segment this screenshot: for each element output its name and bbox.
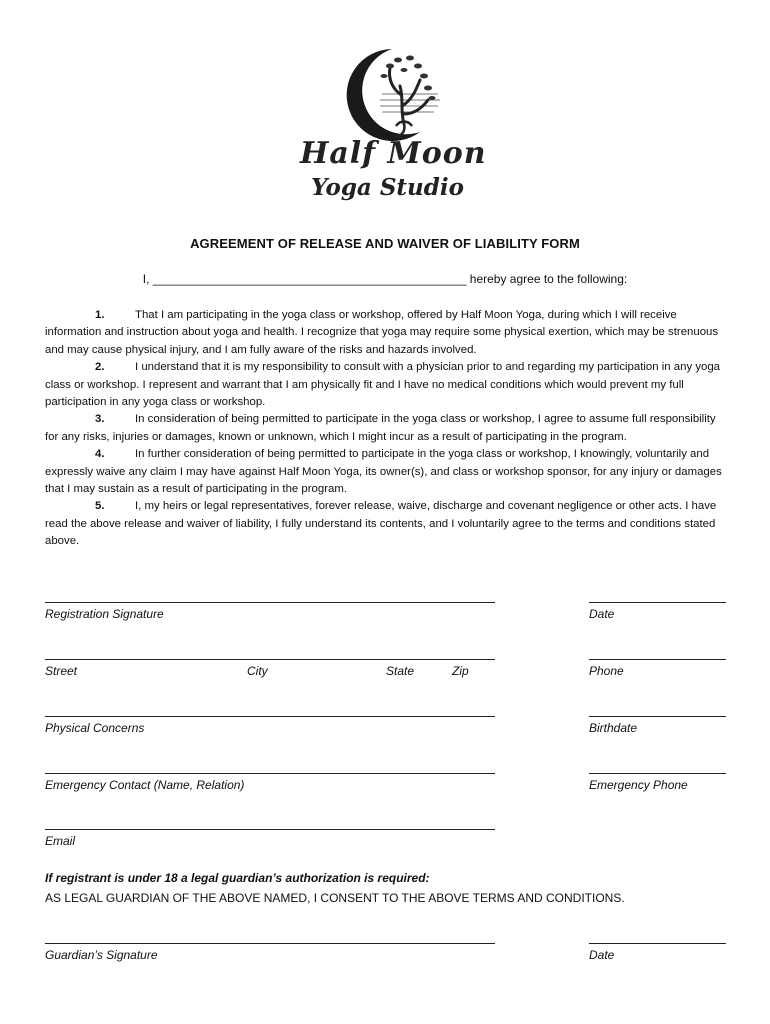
date-label: Date — [589, 607, 615, 621]
clause-number: 4. — [95, 448, 105, 461]
registration-signature-line[interactable] — [45, 602, 495, 603]
clause-1 — [45, 307, 725, 359]
city-label: City — [247, 664, 268, 678]
clause-4 — [45, 446, 725, 498]
clause-3 — [45, 411, 725, 446]
clause-list — [45, 307, 725, 551]
guardian-note: If registrant is under 18 a legal guardian’s authorization is required: — [45, 871, 430, 885]
clause-number: 1. — [95, 309, 105, 321]
address-line[interactable] — [45, 659, 495, 660]
clause-text: That I am participating in the yoga class or workshop, offered by Half Moon Yoga, during which I will receive information and instruction about yoga and health. I recognize that yoga may require some physical exertion, which may be strenuous and may cause physical injury, and I am fully aware of the risks and hazards involved. — [45, 309, 719, 356]
clause-2 — [45, 359, 725, 411]
birthdate-label: Birthdate — [589, 721, 638, 735]
physical-concerns-line[interactable] — [45, 716, 495, 717]
physical-concerns-label: Physical Concerns — [45, 721, 145, 735]
logo-line-1: Half Moon — [300, 136, 487, 171]
state-label: State — [386, 664, 415, 678]
clause-text: I, my heirs or legal representatives, forever release, waive, discharge and covenant negligence or other acts. I have read the above release and waiver of liability, I fully understand its contents, and I voluntarily agree to the terms and conditions stated above. — [45, 500, 717, 548]
clause-number: 2. — [95, 361, 105, 374]
clause-number: 3. — [95, 413, 105, 426]
agree-line: I, _______________________________________________ hereby agree to the following: — [142, 272, 628, 286]
email-label: Email — [45, 834, 76, 848]
logo-line-2: Yoga Studio — [311, 174, 464, 201]
clause-text: In consideration of being permitted to participate in the yoga class or workshop, I agree to assume full responsibility for any risks, injuries or damages, known or unknown, which I might incur as a result of participating in the program. — [45, 413, 716, 443]
moon-tree-icon — [300, 44, 475, 144]
clause-number: 5. — [95, 500, 105, 513]
zip-label: Zip — [452, 664, 469, 678]
clause-5 — [45, 498, 725, 550]
email-line[interactable] — [45, 829, 495, 830]
emergency-contact-line[interactable] — [45, 773, 495, 774]
guardian-date-label: Date — [589, 948, 615, 962]
guardian-consent: AS LEGAL GUARDIAN OF THE ABOVE NAMED, I CONSENT TO THE ABOVE TERMS AND CONDITIONS. — [45, 891, 625, 905]
phone-label: Phone — [589, 664, 624, 678]
emergency-phone-label: Emergency Phone — [589, 778, 688, 792]
registration-signature-label: Registration Signature — [45, 607, 164, 621]
street-label: Street — [45, 664, 78, 678]
studio-logo — [300, 44, 487, 216]
guardian-signature-line[interactable] — [45, 943, 495, 944]
guardian-signature-label: Guardian’s Signature — [45, 948, 158, 962]
phone-line[interactable] — [589, 659, 726, 660]
guardian-date-line[interactable] — [589, 943, 726, 944]
emergency-contact-label: Emergency Contact (Name, Relation) — [45, 778, 245, 792]
clause-text: In further consideration of being permitted to participate in the yoga class or workshop, I knowingly, voluntarily and expressly waive any claim I may have against Half Moon Yoga, its owner(s), and class or workshop sponsor, for any injury or damages that I may sustain as a result of participating in the program. — [45, 448, 722, 496]
form-title: AGREEMENT OF RELEASE AND WAIVER OF LIABILITY FORM — [190, 236, 580, 251]
clause-text: I understand that it is my responsibility to consult with a physician prior to and regarding my participation in any yoga class or workshop. I represent and warrant that I am physically fit and I have no medical conditions which would prevent my full participation in any yoga class or workshop. — [45, 361, 721, 409]
emergency-phone-line[interactable] — [589, 773, 726, 774]
date-line[interactable] — [589, 602, 726, 603]
birthdate-line[interactable] — [589, 716, 726, 717]
